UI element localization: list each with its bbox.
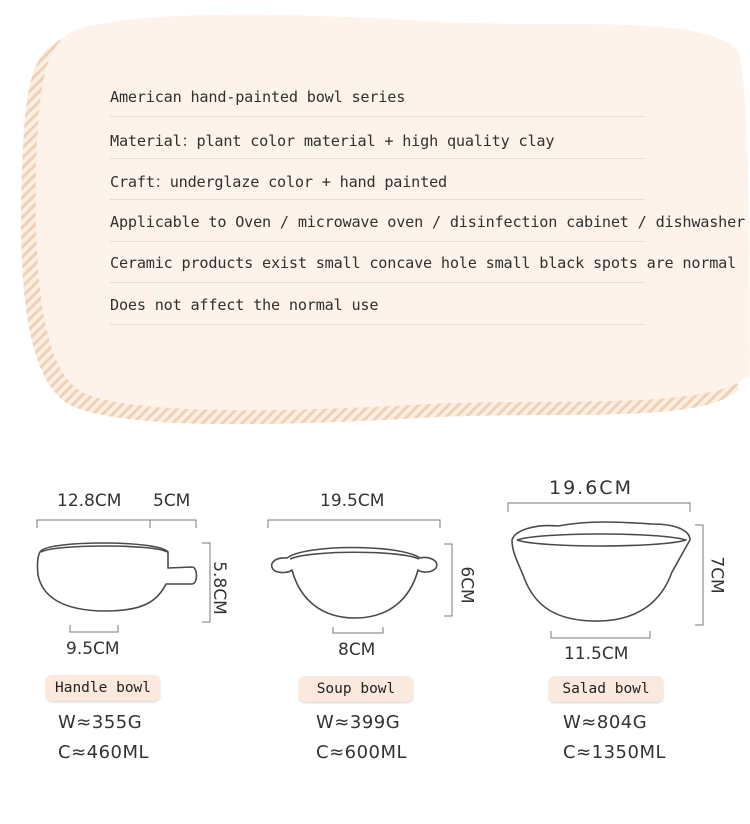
info-line: Material：plant color material + high quality clay: [110, 126, 750, 168]
handle-bowl-base-line: [70, 625, 118, 632]
handle-bowl-base-label: 9.5CM: [66, 639, 120, 659]
bowl-illustrations: [0, 440, 750, 640]
handle-bowl-capacity: C≈460ML: [58, 742, 150, 763]
salad-bowl-base-line: [551, 631, 650, 638]
info-line: Ceramic products exist small concave hole small black spots are normal: [110, 250, 750, 292]
handle-bowl-width-line: [37, 520, 196, 528]
salad-bowl-base-label: 11.5CM: [564, 644, 629, 664]
info-line: Craft：underglaze color + hand painted: [110, 167, 750, 209]
handle-bowl-width-label: 12.8CM: [57, 491, 122, 511]
soup-bowl-base-label: 8CM: [338, 640, 376, 660]
info-line: Applicable to Oven / microwave oven / disinfection cabinet / dishwasher: [110, 209, 750, 251]
handle-bowl-handle-label: 5CM: [153, 491, 191, 511]
salad-bowl-height-label: 7CM: [706, 556, 727, 594]
handle-bowl-height-label: 5.8CM: [208, 561, 229, 615]
soup-bowl-height-line: [444, 544, 452, 616]
info-line: Does not affect the normal use: [110, 292, 750, 334]
salad-bowl-tag: Salad bowl: [549, 676, 663, 702]
soup-bowl-capacity: C≈600ML: [316, 742, 408, 763]
handle-bowl-weight: W≈355G: [58, 712, 143, 733]
salad-bowl-capacity: C≈1350ML: [563, 742, 667, 763]
soup-bowl-tag: Soup bowl: [299, 676, 413, 702]
handle-bowl-shape: [37, 543, 196, 611]
handle-bowl-tag: Handle bowl: [46, 675, 160, 701]
soup-bowl-width-label: 19.5CM: [320, 491, 385, 511]
salad-bowl-weight: W≈804G: [563, 712, 648, 733]
soup-bowl-shape: [272, 548, 437, 619]
soup-bowl-width-line: [268, 520, 440, 528]
soup-bowl-base-line: [333, 627, 383, 633]
soup-bowl-weight: W≈399G: [316, 712, 401, 733]
salad-bowl-width-line: [508, 503, 690, 512]
salad-bowl-width-label: 19.6CM: [549, 477, 633, 499]
salad-bowl-height-line: [695, 525, 703, 625]
soup-bowl-height-label: 6CM: [456, 566, 477, 604]
info-line: American hand-painted bowl series: [110, 84, 750, 126]
